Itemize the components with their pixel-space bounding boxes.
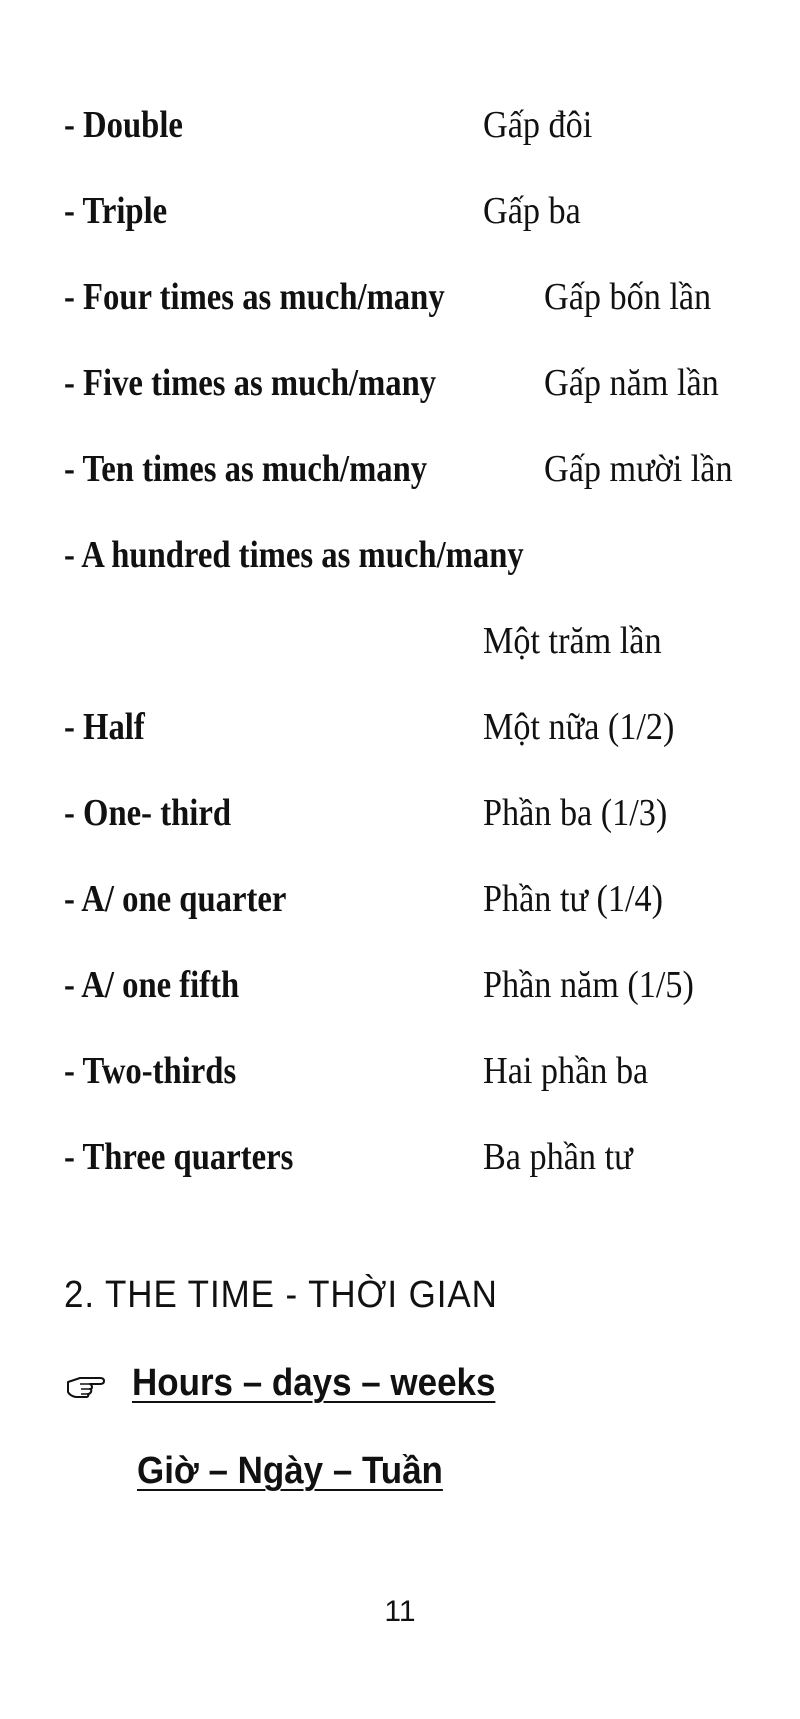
term-english: - A/ one quarter xyxy=(64,878,287,920)
term-english: - Four times as much/many xyxy=(64,276,445,318)
term-english: - Three quarters xyxy=(64,1136,294,1178)
term-vietnamese: Gấp bốn lần xyxy=(544,276,712,318)
pointing-hand-icon xyxy=(66,1372,106,1400)
term-vietnamese: Một nữa (1/2) xyxy=(483,706,675,748)
term-english: - Triple xyxy=(64,190,168,232)
term-vietnamese: Gấp năm lần xyxy=(544,362,719,404)
vocab-entry xyxy=(0,1046,800,1096)
vocab-entry xyxy=(0,960,800,1010)
vocab-entry xyxy=(0,444,800,494)
vocab-entry-continuation xyxy=(0,616,800,666)
vocab-entry xyxy=(0,272,800,322)
page-number: 11 xyxy=(384,1595,416,1628)
term-vietnamese: Gấp ba xyxy=(483,190,581,232)
vocab-entry xyxy=(0,702,800,752)
vocab-entry xyxy=(0,100,800,150)
term-vietnamese: Phần tư (1/4) xyxy=(483,878,664,920)
vocab-entry xyxy=(0,1132,800,1182)
term-vietnamese: Ba phần tư xyxy=(483,1136,633,1178)
subheading-vietnamese: Giờ – Ngày – Tuần xyxy=(137,1450,443,1492)
term-vietnamese: Hai phần ba xyxy=(483,1050,649,1092)
section-heading: 2. THE TIME - THỜI GIAN xyxy=(64,1274,498,1316)
term-english: - Half xyxy=(64,706,145,748)
term-english: - Double xyxy=(64,104,183,146)
subheading-english: Hours – days – weeks xyxy=(132,1362,496,1404)
term-vietnamese: Một trăm lần xyxy=(483,620,662,662)
vocab-entry xyxy=(0,530,800,580)
vocab-entry xyxy=(0,788,800,838)
term-english: - One- third xyxy=(64,792,232,834)
term-vietnamese: Phần năm (1/5) xyxy=(483,964,694,1006)
term-vietnamese: Gấp mười lần xyxy=(544,448,733,490)
vocab-entry xyxy=(0,186,800,236)
term-vietnamese: Phần ba (1/3) xyxy=(483,792,668,834)
term-english: - Ten times as much/many xyxy=(64,448,428,490)
vocab-entry xyxy=(0,874,800,924)
term-english: - A/ one fifth xyxy=(64,964,240,1006)
term-english: - Two-thirds xyxy=(64,1050,237,1092)
term-vietnamese: Gấp đôi xyxy=(483,104,593,146)
vocab-entry xyxy=(0,358,800,408)
term-english: - A hundred times as much/many xyxy=(64,534,524,576)
term-english: - Five times as much/many xyxy=(64,362,437,404)
